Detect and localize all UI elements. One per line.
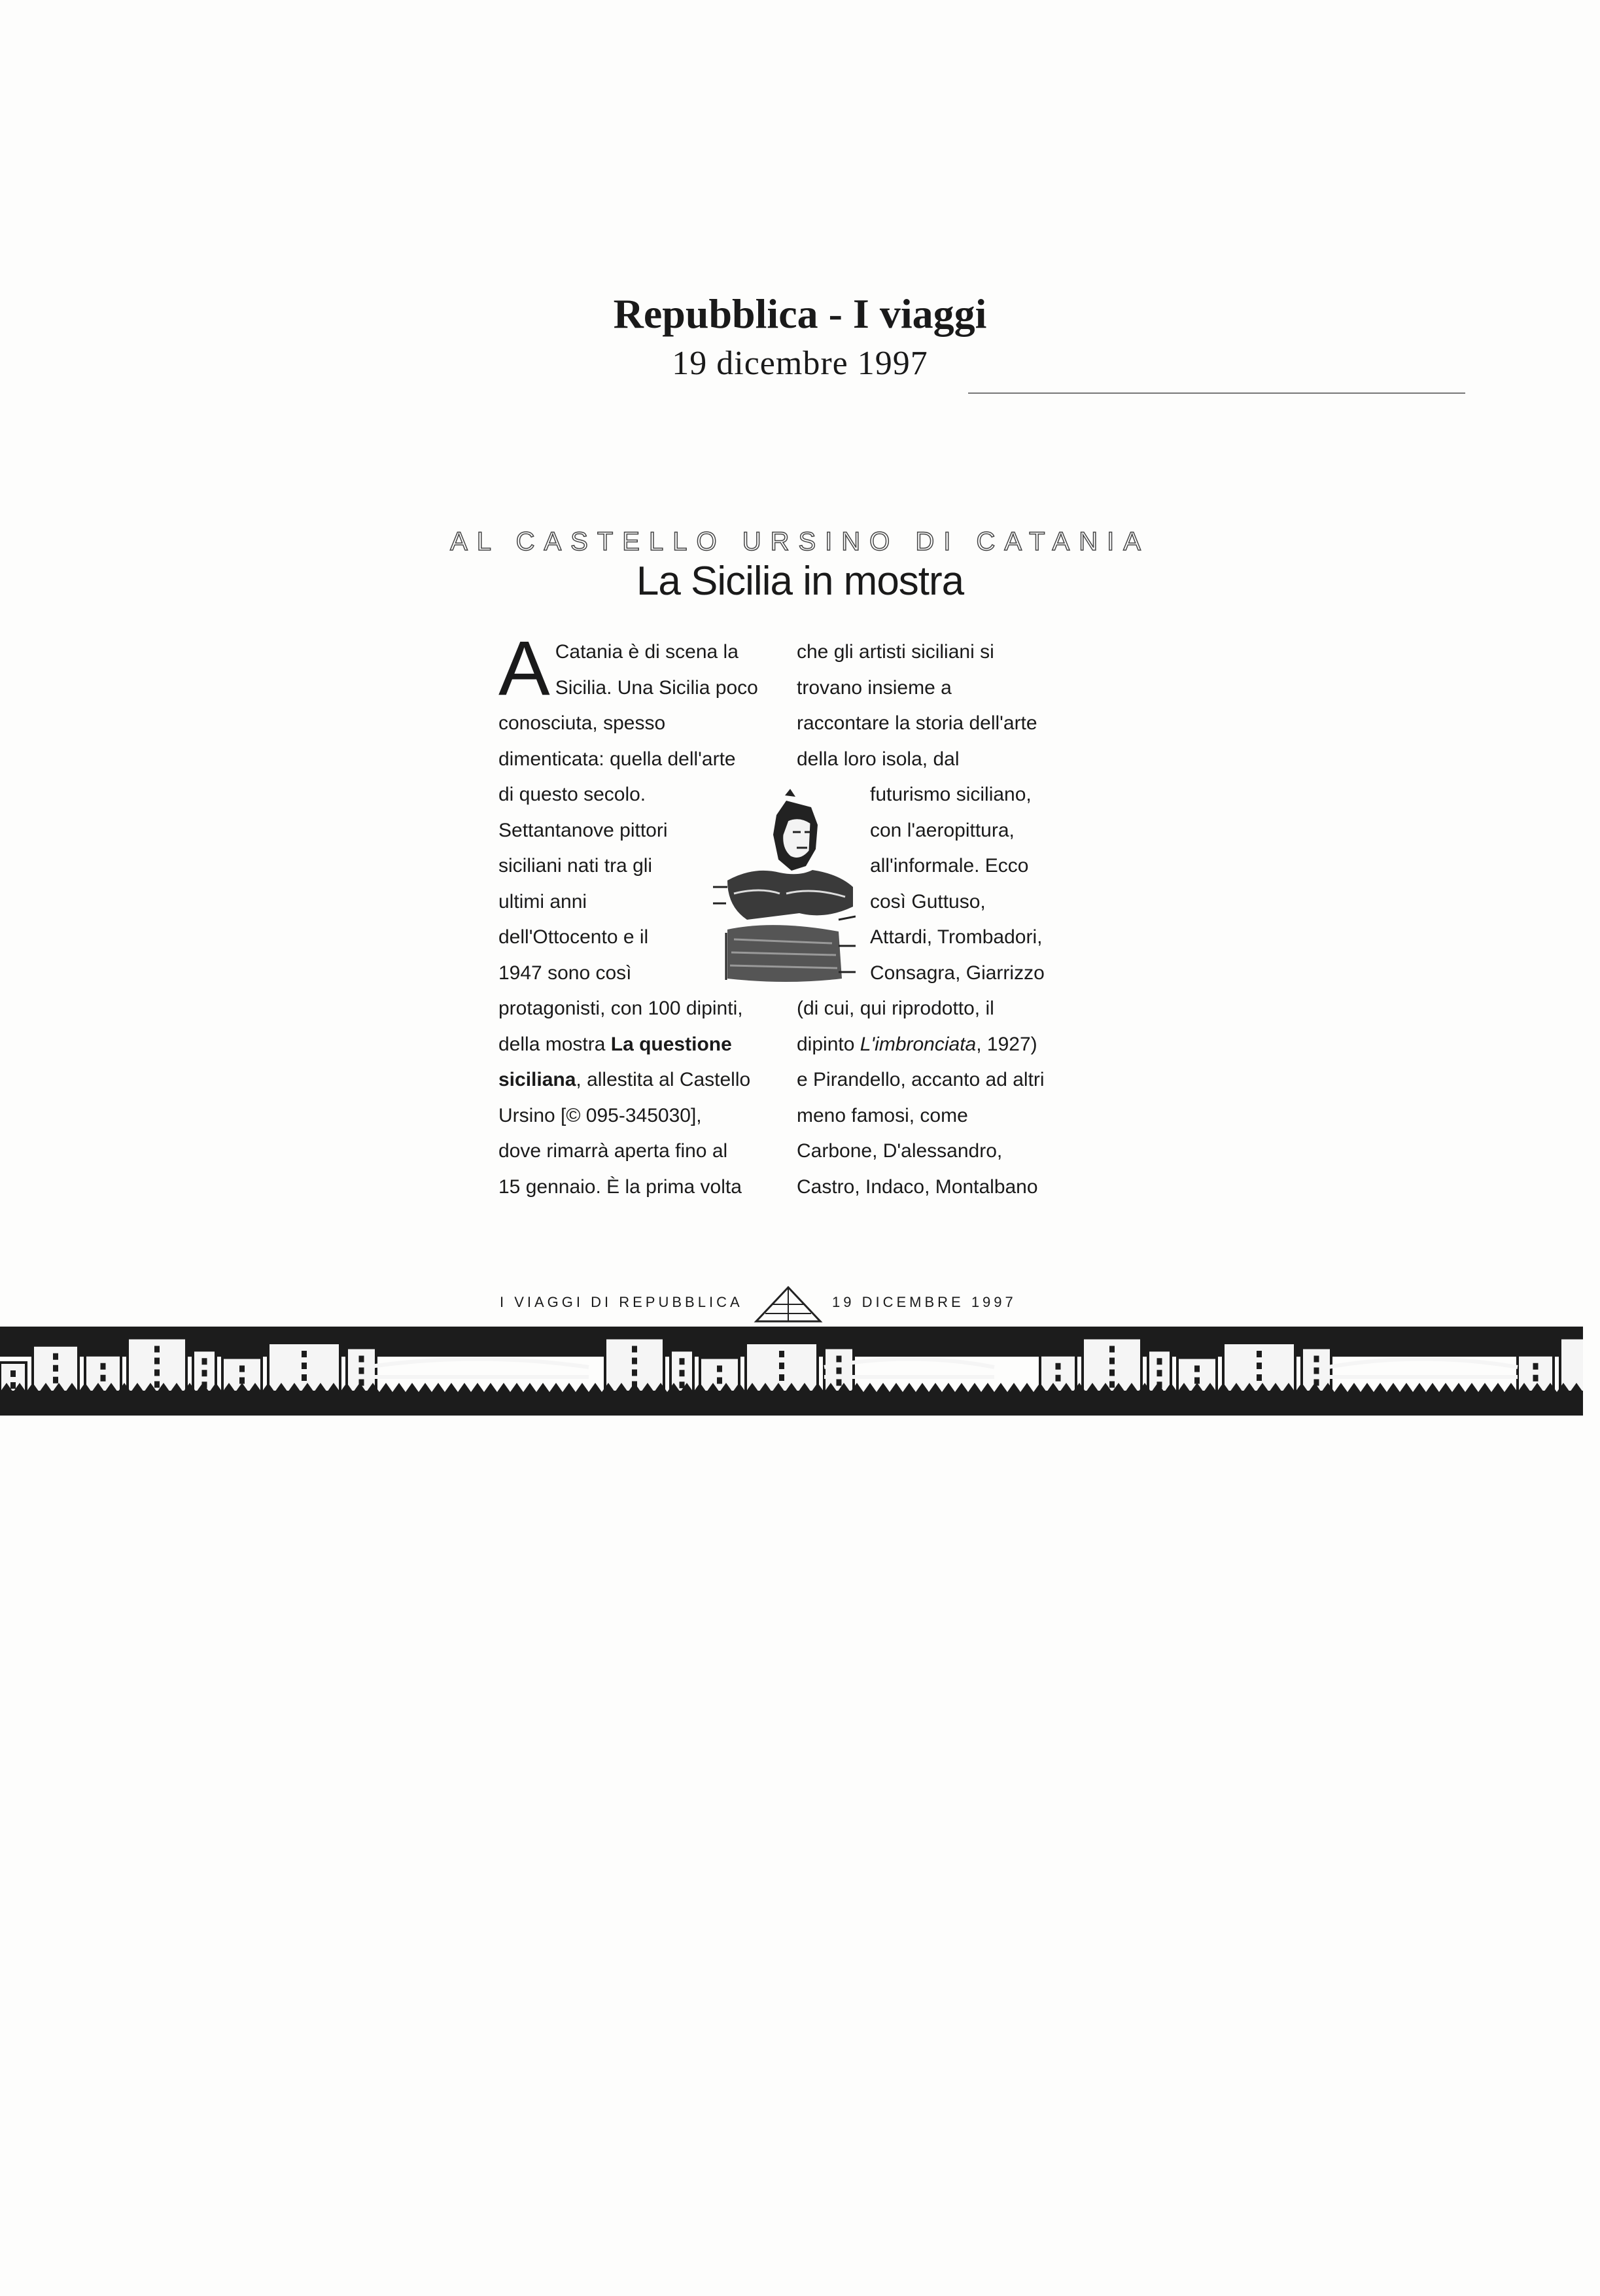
text-line: siciliani nati tra gli [498, 855, 653, 877]
building-window [680, 1370, 685, 1376]
building-window [101, 1375, 106, 1382]
building-window [837, 1356, 842, 1363]
text-line: meno famosi, come [797, 1104, 968, 1126]
banner-tooth [1020, 1383, 1034, 1392]
banner-tooth [510, 1383, 523, 1392]
building-window [154, 1358, 160, 1365]
text-line: protagonisti, con 100 dipinti, [498, 998, 743, 1019]
building-window [359, 1356, 364, 1363]
building-window [1109, 1370, 1115, 1376]
banner-tooth [877, 1383, 890, 1392]
building-window [779, 1351, 784, 1357]
skyline-building [700, 1358, 739, 1393]
banner-tooth [1504, 1383, 1518, 1392]
banner-tooth [458, 1383, 471, 1392]
banner-tooth [497, 1383, 510, 1392]
banner-tooth [1007, 1383, 1020, 1392]
banner-tooth [1387, 1383, 1400, 1392]
banner-tooth [942, 1383, 955, 1392]
exhibition-title: siciliana [498, 1069, 576, 1090]
building-window [101, 1363, 106, 1370]
header-rule [968, 392, 1465, 394]
text-fragment: dipinto [797, 1033, 860, 1055]
banner-tooth [1348, 1383, 1361, 1392]
building-window [202, 1358, 207, 1365]
text-line: di questo secolo. [498, 784, 646, 805]
building-window [632, 1370, 637, 1376]
banner-tooth [1400, 1383, 1413, 1392]
text-line: dell'Ottocento e il [498, 926, 649, 948]
text-line: Carbone, D'alessandro, [797, 1140, 1003, 1162]
banner-tooth [981, 1383, 994, 1392]
skyline-bridges [366, 1359, 1518, 1378]
text-fragment: , 1927) [976, 1033, 1037, 1055]
building-window [837, 1380, 842, 1386]
building-window [359, 1368, 364, 1374]
painting-illustration [708, 789, 856, 985]
building-window [302, 1363, 307, 1369]
text-line: Sicilia. Una Sicilia poco [555, 676, 758, 699]
building-window [779, 1374, 784, 1381]
text-line [797, 1027, 1078, 1063]
text-line: 15 gennaio. È la prima volta [498, 1175, 742, 1198]
building-window [837, 1368, 842, 1374]
text-line: Catania è di scena la [555, 641, 739, 663]
building-window [53, 1353, 58, 1360]
banner-tooth [1465, 1383, 1478, 1392]
text-line: dimenticata: quella dell'arte [498, 748, 736, 770]
building-window [1109, 1382, 1115, 1388]
banner-tooth [1491, 1383, 1504, 1392]
building-window [1257, 1351, 1262, 1357]
text-line: (di cui, qui riprodotto, il [797, 998, 994, 1019]
header-title: Repubblica - I viaggi [613, 290, 987, 337]
building-window [632, 1346, 637, 1353]
banner-tooth [406, 1383, 419, 1392]
text-line [498, 1062, 780, 1098]
text-line: Castro, Indaco, Montalbano [797, 1175, 1038, 1198]
text-line: raccontare la storia dell'arte [797, 712, 1037, 734]
text-line: Consagra, Giarrizzo [870, 962, 1045, 984]
banner-tooth [484, 1383, 497, 1392]
banner-tooth [1426, 1383, 1439, 1392]
bridge-arch [1328, 1359, 1518, 1378]
skyline-building [1040, 1355, 1076, 1392]
text-line: della loro isola, dal [797, 748, 960, 770]
building-window [1056, 1363, 1061, 1370]
building-window [1056, 1375, 1061, 1382]
banner-tooth [471, 1383, 484, 1392]
building-window [1314, 1356, 1319, 1363]
article-kicker: AL CASTELLO URSINO DI CATANIA [450, 527, 1150, 556]
building-window [1533, 1363, 1539, 1370]
exhibition-title: La questione [610, 1033, 732, 1055]
text-line: dove rimarrà aperta fino al [498, 1140, 728, 1162]
banner-tooth [432, 1383, 445, 1392]
building-window [1109, 1346, 1115, 1353]
building-window [1257, 1374, 1262, 1381]
text-fragment: , allestita al Castello [576, 1069, 751, 1090]
building-window [1533, 1375, 1539, 1382]
banner-tooth [576, 1383, 589, 1392]
text-line: che gli artisti siciliani si [797, 641, 994, 663]
text-line [498, 1027, 780, 1063]
building-window [632, 1358, 637, 1365]
banner-tooth [549, 1383, 563, 1392]
text-line: conosciuta, spesso [498, 712, 666, 734]
banner-tooth [1334, 1383, 1348, 1392]
banner-tooth [1478, 1383, 1491, 1392]
banner-tooth [863, 1383, 877, 1392]
article-headline: La Sicilia in mostra [636, 559, 964, 604]
banner-tooth [392, 1383, 406, 1392]
building-window [1194, 1366, 1200, 1372]
building-window [717, 1366, 722, 1372]
banner-bottom-band [0, 1392, 1583, 1416]
banner-tooth [379, 1383, 392, 1392]
banner-tooth [916, 1383, 929, 1392]
building-window [1157, 1358, 1162, 1365]
text-line: all'informale. Ecco [870, 855, 1029, 877]
building-window [1157, 1370, 1162, 1376]
text-line: 1947 sono così [498, 962, 632, 984]
text-line: Settantanove pittori [498, 819, 668, 841]
banner-tooth [955, 1383, 968, 1392]
banner-tooth [1413, 1383, 1426, 1392]
banner-tooth [1452, 1383, 1465, 1392]
drop-cap: A [498, 625, 550, 712]
building-window [154, 1382, 160, 1388]
bridge-arch [366, 1359, 589, 1378]
banner-tooth [536, 1383, 549, 1392]
banner-tooth [1361, 1383, 1374, 1392]
building-window [53, 1377, 58, 1383]
building-window [239, 1366, 245, 1372]
painting-title: L'imbronciata [860, 1033, 977, 1055]
building-window [154, 1346, 160, 1353]
text-line: con l'aeropittura, [870, 819, 1015, 841]
building-window [202, 1370, 207, 1376]
banner-tooth [968, 1383, 981, 1392]
banner-tooth [523, 1383, 536, 1392]
building-window [717, 1378, 722, 1384]
banner-tooth [1439, 1383, 1452, 1392]
building-window [154, 1370, 160, 1376]
building-window [1257, 1363, 1262, 1369]
footer-right-text: 19 DICEMBRE 1997 [832, 1294, 1017, 1310]
header-date: 19 dicembre 1997 [672, 345, 928, 382]
text-line: Attardi, Trombadori, [870, 926, 1043, 948]
skyline-building [85, 1355, 121, 1392]
building-window [302, 1351, 307, 1357]
building-window [10, 1382, 16, 1389]
footer-left-text: I VIAGGI DI REPUBBLICA [500, 1294, 743, 1310]
building-window [302, 1374, 307, 1381]
building-window [680, 1358, 685, 1365]
text-line: Ursino [© 095-345030], [498, 1104, 702, 1126]
text-line: così Guttuso, [870, 890, 986, 913]
banner-tooth [589, 1383, 602, 1392]
building-window [10, 1370, 16, 1377]
text-line: ultimi anni [498, 890, 587, 913]
banner-tooth [929, 1383, 942, 1392]
skyline-banner [0, 1315, 1583, 1419]
banner-tooth [890, 1383, 903, 1392]
banner-tooth [563, 1383, 576, 1392]
text-line: futurismo siciliano, [870, 784, 1032, 805]
banner-tooth [994, 1383, 1007, 1392]
banner-tooth [445, 1383, 458, 1392]
banner-tooth [903, 1383, 916, 1392]
text-line: trovano insieme a [797, 676, 952, 699]
building-window [779, 1363, 784, 1369]
text-line: e Pirandello, accanto ad altri [797, 1069, 1045, 1090]
building-window [1314, 1368, 1319, 1374]
banner-tooth [1374, 1383, 1387, 1392]
building-window [1109, 1358, 1115, 1365]
text-fragment: della mostra [498, 1033, 611, 1055]
building-window [53, 1365, 58, 1372]
banner-tooth [419, 1383, 432, 1392]
